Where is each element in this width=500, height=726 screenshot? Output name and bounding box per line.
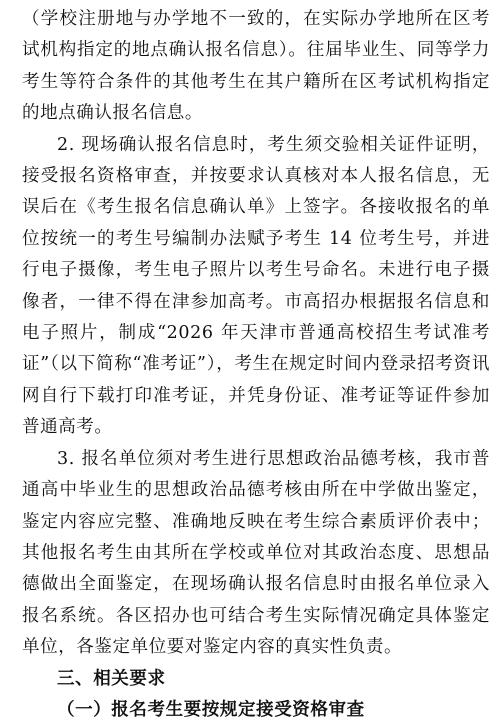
section-heading: 三、相关要求 — [57, 668, 166, 689]
paragraph-continuation: （学校注册地与办学地不一致的，在实际办学地所在区考试机构指定的地点确认报名信息）。往届毕业生、同等学力考生等符合条件的其他考生在其户籍所在区考试机构指定的地点确认报名信息。 — [22, 9, 490, 124]
paragraph-item-3: 3. 报名单位须对考生进行思想政治品德考核，我市普通高中毕业生的思想政治品德考核由所在中学做出鉴定，鉴定内容应完整、准确地反映在考生综合素质评价表中；其他报名考生由其所在学校或单位对其政治态度、思想品德做出全面鉴定，在现场确认报名信息时由报名单位录入报名系统。各区招办也可结合考生实际情况确定具体鉴定单位，各鉴定单位要对鉴定内容的真实性负责。 — [22, 448, 490, 658]
paragraph-item-2: 2. 现场确认报名信息时，考生须交验相关证件证明，接受报名资格审查，并按要求认真核对本人报名信息，无误后在《考生报名信息确认单》上签字。各接收报名的单位按统一的考生号编制办法赋予考生 14 位考生号，并进行电子摄像，考生电子照片以考生号命名。未进行电子摄像者，一律不得在津参加高考。市高招办根据报名信息和电子照片，制成“2026 年天津市普通高校招生考试准考证”（以下简称“准考证”），考生在规定时间内登录招考资讯网自行下载打印准考证，并凭身份证、准考证等证件参加普通高考。 — [22, 134, 490, 438]
subsection-heading: （一）报名考生要按规定接受资格审查 — [57, 699, 365, 720]
